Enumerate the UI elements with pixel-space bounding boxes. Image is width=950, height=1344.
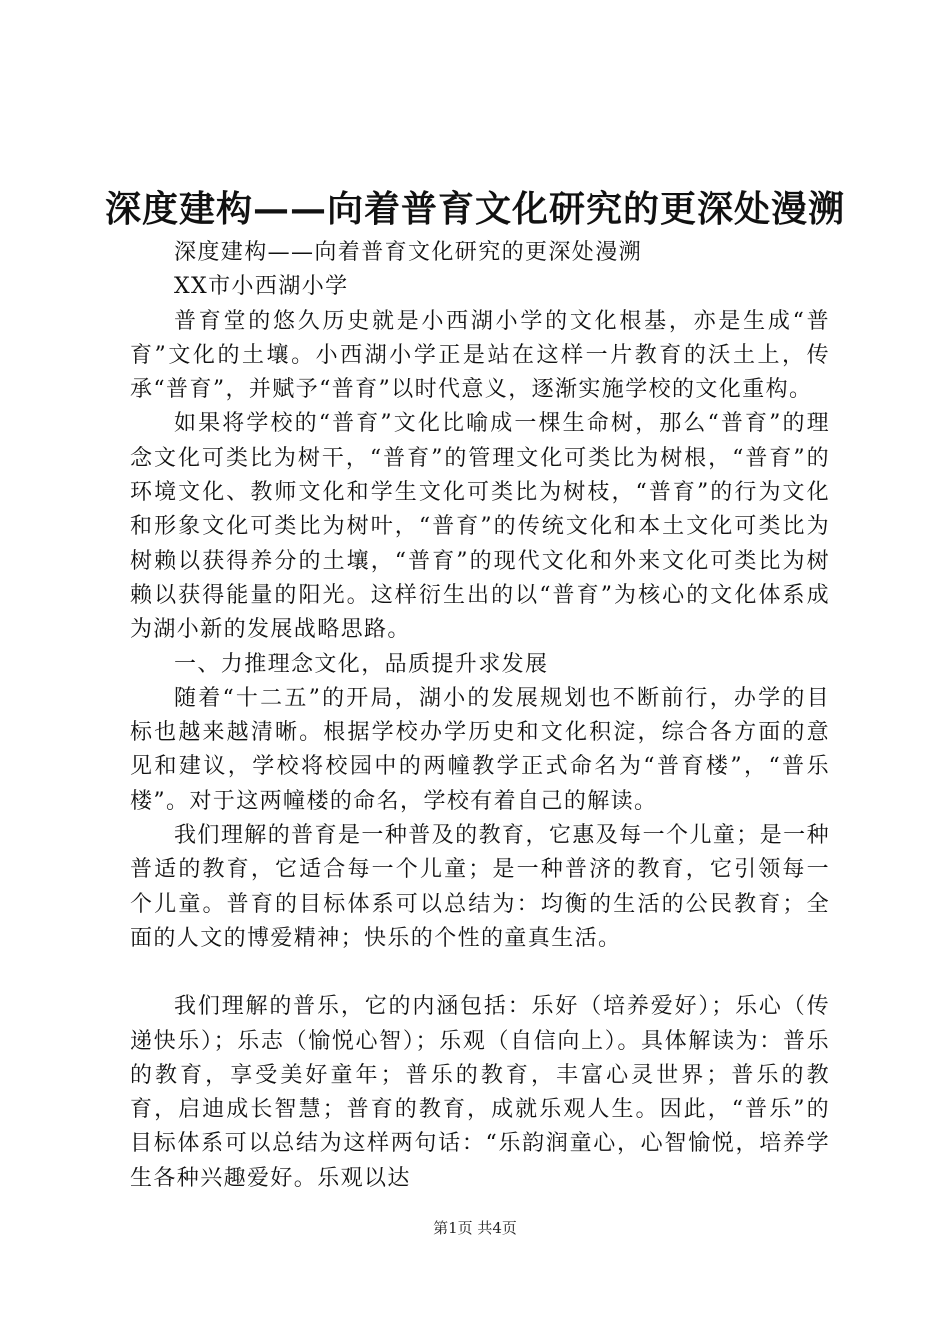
page-footer: 第1页 共4页 [433, 1219, 517, 1237]
body-paragraph: 普育堂的悠久历史就是小西湖小学的文化根基，亦是生成“普育”文化的土壤。小西湖小学正是站在这样一片教育的沃土上，传承“普育”，并赋予“普育”以时代意义，逐渐实施学校的文化重构。 [130, 308, 830, 403]
body-paragraph: 如果将学校的“普育”文化比喻成一棵生命树，那么“普育”的理念文化可类比为树干，“普育”的管理文化可类比为树根，“普育”的环境文化、教师文化和学生文化可类比为树枝，“普育”的行为文化和形象文化可类比为树叶，“普育”的传统文化和本土文化可类比为树赖以获得养分的土壤，“普育”的现代文化和外来文化可类比为树赖以获得能量的阳光。这样衍生出的以“普育”为核心的文化体系成为湖小新的发展战略思路。 [130, 411, 830, 643]
document-title: 深度建构——向着普育文化研究的更深处漫溯 [104, 188, 845, 230]
document-body [130, 236, 830, 1196]
school-name-paragraph: XX市小西湖小学 [174, 274, 349, 300]
section-heading: 一、力推理念文化，品质提升求发展 [174, 651, 549, 677]
body-paragraph: 我们理解的普育是一种普及的教育，它惠及每一个儿童；是一种普适的教育，它适合每一个儿童；是一种普济的教育，它引领每一个儿童。普育的目标体系可以总结为：均衡的生活的公民教育；全面的人文的博爱精神；快乐的个性的童真生活。 [130, 823, 830, 951]
subtitle-paragraph: 深度建构——向着普育文化研究的更深处漫溯 [174, 240, 643, 265]
body-paragraph: 我们理解的普乐，它的内涵包括：乐好（培养爱好）；乐心（传递快乐）；乐志（愉悦心智）；乐观（自信向上）。具体解读为：普乐的教育，享受美好童年；普乐的教育，丰富心灵世界；普乐的教育，启迪成长智慧；普育的教育，成就乐观人生。因此，“普乐”的目标体系可以总结为这样两句话：“乐韵润童心，心智愉悦，培养学生各种兴趣爱好。乐观以达 [130, 994, 830, 1191]
body-paragraph: 随着“十二五”的开局，湖小的发展规划也不断前行，办学的目标也越来越清晰。根据学校办学历史和文化积淀，综合各方面的意见和建议，学校将校园中的两幢教学正式命名为“普育楼”，“普乐楼”。对于这两幢楼的命名，学校有着自己的解读。 [130, 685, 830, 814]
